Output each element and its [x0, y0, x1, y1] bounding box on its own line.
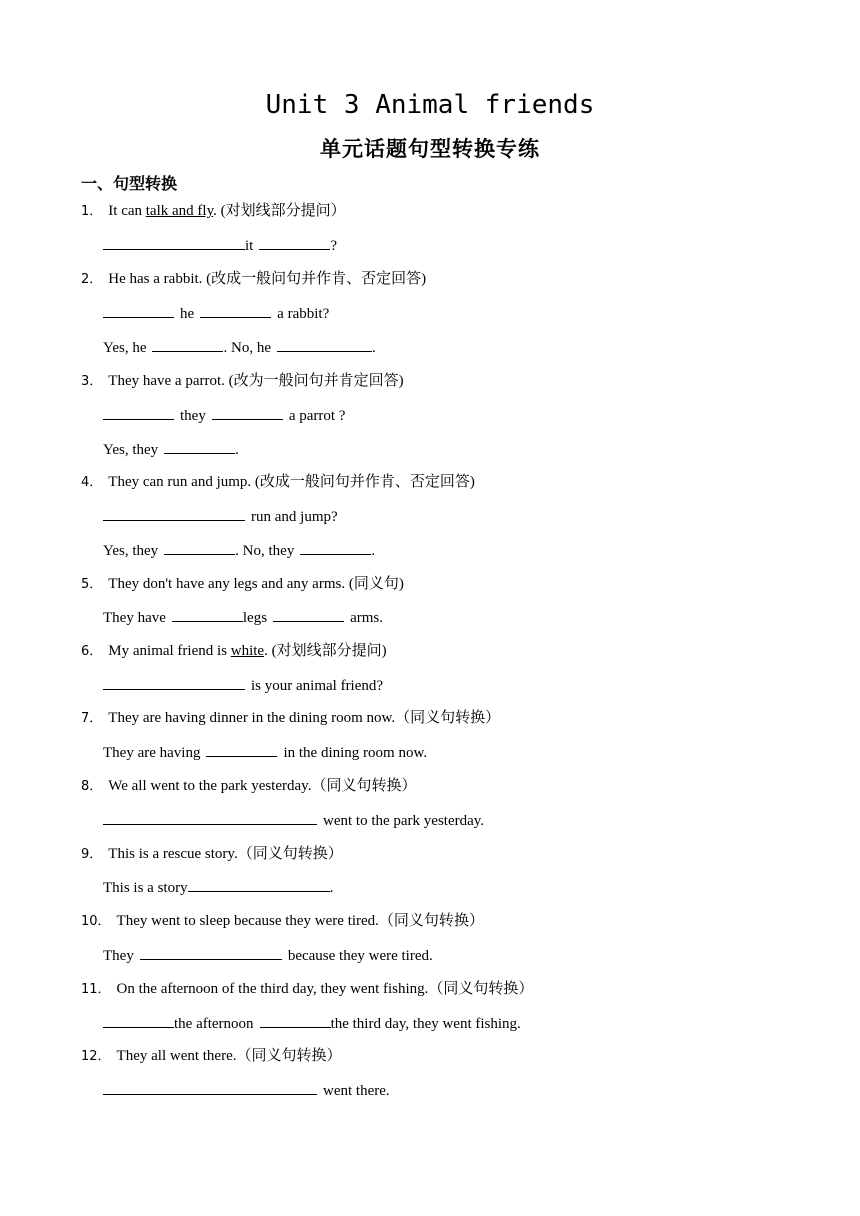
- answer-blank[interactable]: [152, 336, 223, 352]
- answer-blank[interactable]: [200, 302, 271, 318]
- answer-line-3b: [103, 438, 239, 461]
- answer-text: Yes, they: [103, 442, 159, 458]
- answer-text: a rabbit?: [277, 306, 330, 322]
- answer-text: it: [245, 238, 254, 254]
- question-number: 3．: [81, 374, 103, 389]
- question-10: [81, 910, 484, 933]
- answer-line-12: [103, 1079, 390, 1102]
- answer-blank[interactable]: [260, 1012, 331, 1028]
- question-number: 5．: [81, 577, 103, 592]
- question-2: [81, 268, 426, 291]
- question-text: They went to sleep because they were tired.（同义句转换）: [116, 913, 484, 929]
- worksheet-subtitle: 单元话题句型转换专练: [320, 136, 540, 161]
- answer-text: they: [180, 408, 206, 424]
- answer-text: in the dining room now.: [283, 745, 428, 761]
- answer-text: he: [180, 306, 195, 322]
- section-heading: 一、句型转换: [81, 174, 178, 193]
- answer-text: They are having: [103, 745, 201, 761]
- answer-blank[interactable]: [164, 438, 235, 454]
- answer-text: went to the park yesterday.: [323, 813, 485, 829]
- answer-text: Yes, he: [103, 340, 147, 356]
- answer-line-9: [103, 876, 333, 899]
- answer-line-2b: [103, 336, 376, 359]
- question-number: 4．: [81, 475, 103, 490]
- answer-blank[interactable]: [212, 404, 283, 420]
- answer-blank[interactable]: [300, 539, 371, 555]
- answer-line-4b: [103, 539, 375, 562]
- question-number: 9．: [81, 847, 103, 862]
- question-text: They can run and jump. (改成一般问句并作肯、否定回答): [108, 474, 475, 490]
- answer-blank[interactable]: [140, 944, 282, 960]
- answer-blank[interactable]: [188, 876, 330, 892]
- answer-text: . No, he: [223, 340, 271, 356]
- answer-text: run and jump?: [251, 509, 338, 525]
- answer-text: . No, they: [235, 543, 295, 559]
- question-number: 8．: [81, 779, 103, 794]
- question-text: It can: [108, 203, 146, 219]
- answer-text: the third day, they went fishing.: [330, 1016, 521, 1032]
- answer-blank[interactable]: [103, 505, 245, 521]
- answer-text: This is a story: [103, 880, 188, 896]
- question-number: 10．: [81, 914, 111, 929]
- answer-blank[interactable]: [103, 234, 245, 250]
- question-text: He has a rabbit. (改成一般问句并作肯、否定回答): [108, 271, 427, 287]
- answer-text: arms.: [350, 610, 383, 626]
- answer-line-2a: [103, 302, 329, 325]
- answer-line-8: [103, 809, 484, 832]
- question-8: [81, 775, 416, 798]
- answer-blank[interactable]: [277, 336, 372, 352]
- answer-text: the afternoon: [174, 1016, 254, 1032]
- answer-line-10: [103, 944, 433, 967]
- question-6: [81, 640, 387, 663]
- answer-blank[interactable]: [164, 539, 235, 555]
- answer-blank[interactable]: [103, 1079, 317, 1095]
- question-9: [81, 843, 343, 866]
- question-number: 1．: [81, 204, 103, 219]
- question-text: They are having dinner in the dining room now.（同义句转换）: [108, 710, 501, 726]
- question-text: . (对划线部分提问): [264, 643, 387, 659]
- question-text: We all went to the park yesterday.（同义句转换）: [108, 778, 417, 794]
- question-5: [81, 573, 404, 596]
- answer-text: Yes, they: [103, 543, 159, 559]
- answer-text: because they were tired.: [287, 948, 433, 964]
- answer-text: .: [371, 543, 376, 559]
- answer-text: a parrot ?: [288, 408, 346, 424]
- question-1: [81, 200, 346, 223]
- question-11: [81, 978, 533, 1001]
- question-number: 2．: [81, 272, 103, 287]
- question-number: 12．: [81, 1049, 111, 1064]
- answer-text: They: [103, 948, 134, 964]
- answer-text: went there.: [323, 1083, 390, 1099]
- answer-line-7: [103, 741, 427, 764]
- answer-line-4a: [103, 505, 338, 528]
- underlined-phrase: white: [230, 643, 265, 659]
- answer-text: .: [235, 442, 239, 458]
- answer-text: They have: [103, 610, 166, 626]
- question-number: 7．: [81, 711, 103, 726]
- answer-blank[interactable]: [103, 674, 245, 690]
- question-3: [81, 370, 404, 393]
- question-number: 11．: [81, 982, 111, 997]
- worksheet-title: Unit 3 Animal friends: [265, 90, 595, 120]
- question-text: . (对划线部分提问）: [213, 203, 346, 219]
- question-text: On the afternoon of the third day, they went fishing.（同义句转换）: [116, 981, 534, 997]
- answer-blank[interactable]: [206, 741, 277, 757]
- answer-line-11: [103, 1012, 521, 1035]
- question-number: 6．: [81, 644, 103, 659]
- answer-blank[interactable]: [103, 404, 174, 420]
- answer-text: is your animal friend?: [251, 678, 384, 694]
- answer-blank[interactable]: [103, 1012, 174, 1028]
- question-text: They have a parrot. (改为一般问句并肯定回答): [108, 373, 404, 389]
- answer-text: ?: [330, 238, 338, 254]
- question-7: [81, 707, 500, 730]
- question-text: My animal friend is: [108, 643, 231, 659]
- answer-blank[interactable]: [172, 606, 243, 622]
- question-text: They all went there.（同义句转换）: [116, 1048, 342, 1064]
- answer-line-1: [103, 234, 337, 257]
- question-text: This is a rescue story.（同义句转换）: [108, 846, 343, 862]
- answer-line-5: [103, 606, 383, 629]
- answer-text: .: [371, 340, 376, 356]
- question-4: [81, 471, 475, 494]
- question-text: They don't have any legs and any arms. (同义句): [108, 576, 404, 592]
- underlined-phrase: talk and fly: [145, 203, 214, 219]
- answer-text: legs: [242, 610, 268, 626]
- answer-text: .: [329, 880, 334, 896]
- answer-blank[interactable]: [103, 809, 317, 825]
- answer-line-3a: [103, 404, 345, 427]
- question-12: [81, 1045, 342, 1068]
- answer-blank[interactable]: [259, 234, 330, 250]
- answer-line-6: [103, 674, 383, 697]
- answer-blank[interactable]: [273, 606, 344, 622]
- answer-blank[interactable]: [103, 302, 174, 318]
